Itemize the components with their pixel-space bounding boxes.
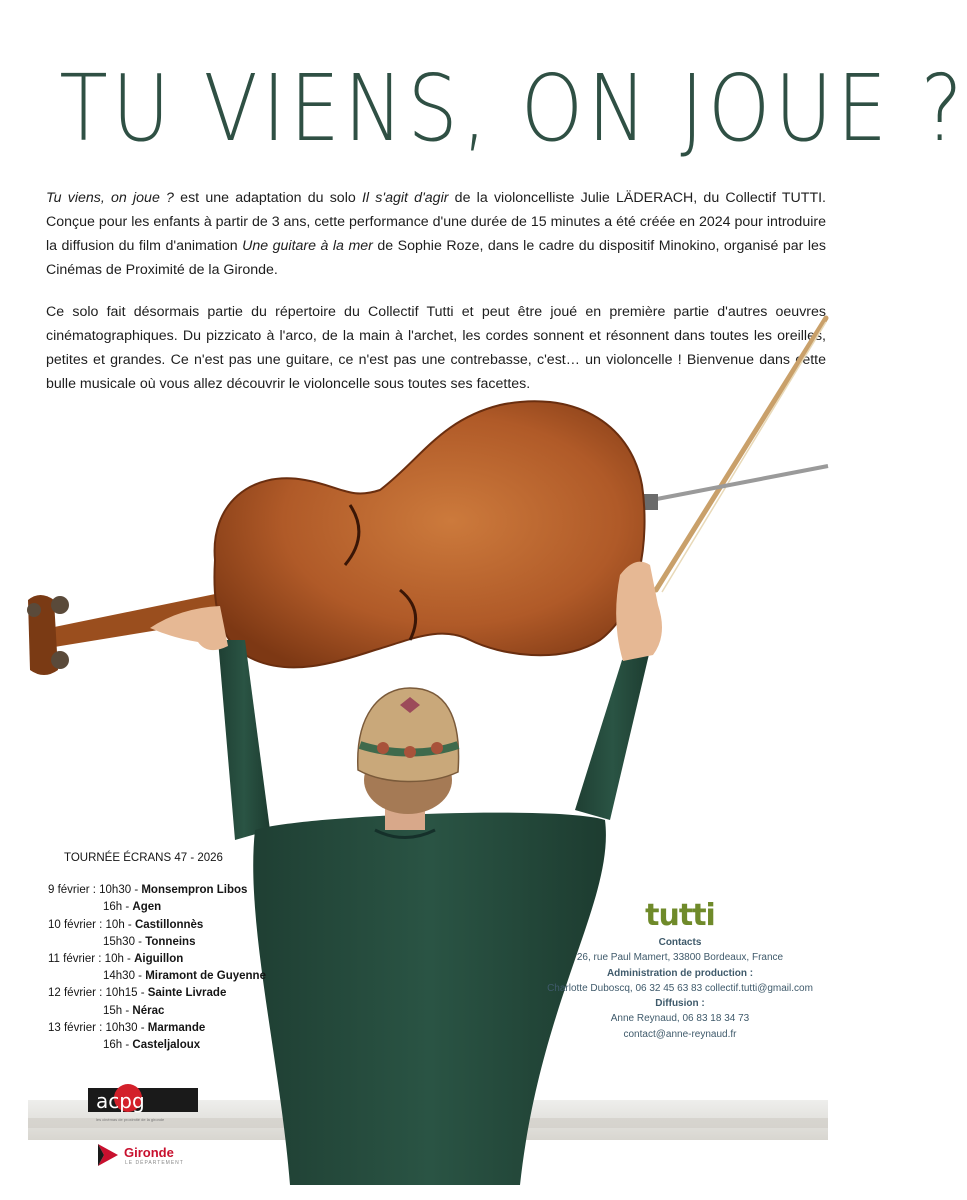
contact-block bbox=[520, 900, 840, 1042]
bow-stick bbox=[656, 318, 826, 590]
tour-time: 15h - bbox=[103, 1004, 133, 1017]
tour-time: 10h - bbox=[105, 918, 135, 931]
tour-date-row bbox=[48, 1020, 308, 1037]
tour-venue: Tonneins bbox=[145, 935, 196, 948]
admin-contact: Charlotte Duboscq, 06 32 45 63 83 collectif.tutti@gmail.com bbox=[547, 982, 813, 994]
contacts-heading: Contacts bbox=[658, 937, 702, 948]
tour-date-row bbox=[48, 899, 308, 916]
tour-venue: Aiguillon bbox=[134, 953, 184, 966]
tour-time: 10h - bbox=[104, 953, 135, 966]
admin-label bbox=[520, 966, 840, 981]
intro-text-part: de Sophie Roze, dans le cadre du dispositif Minokino, organisé par les Cinémas de Proximité de la Gironde. bbox=[46, 238, 826, 278]
acpg-logo-text bbox=[96, 1089, 145, 1113]
tour-title: TOURNÉE ÉCRANS 47 - 2026 bbox=[64, 852, 223, 864]
gironde-logo-mark bbox=[96, 1142, 120, 1168]
tour-time: 10h15 - bbox=[105, 987, 148, 1000]
hat-pattern bbox=[404, 746, 416, 758]
tour-time: 14h30 - bbox=[103, 970, 146, 983]
tour-venue: Marmande bbox=[147, 1021, 206, 1034]
tour-date-row bbox=[48, 968, 308, 985]
gironde-subtitle: LE DÉPARTEMENT bbox=[125, 1160, 184, 1166]
tour-dates bbox=[48, 882, 308, 1054]
tour-date-row bbox=[48, 1037, 308, 1054]
diffusion-heading: Diffusion : bbox=[655, 998, 705, 1010]
tour-time: 16h - bbox=[103, 1039, 133, 1052]
tour-schedule bbox=[48, 850, 308, 1054]
tour-date: 13 février : bbox=[48, 1021, 106, 1034]
tour-date: 10 février : bbox=[48, 918, 106, 931]
tour-date-row bbox=[48, 1003, 308, 1020]
tour-date-row bbox=[48, 917, 308, 934]
contact-address: 26, rue Paul Mamert, 33800 Bordeaux, France bbox=[576, 952, 784, 964]
tour-venue: Sainte Livrade bbox=[147, 987, 227, 1000]
hat-pattern bbox=[377, 742, 389, 754]
tour-date-row bbox=[48, 951, 308, 968]
diffusion-label bbox=[520, 996, 840, 1011]
tour-venue: Nérac bbox=[132, 1004, 165, 1017]
bow-hair bbox=[662, 322, 826, 592]
tour-venue: Casteljaloux bbox=[132, 1039, 201, 1052]
acpg-tagline: les cinémas de proximité de la gironde bbox=[96, 1117, 165, 1122]
gironde-logo-text: Gironde bbox=[124, 1145, 174, 1160]
tour-date-row bbox=[48, 934, 308, 951]
hat-pattern bbox=[431, 742, 443, 754]
diffusion-name: Anne Reynaud, 06 83 18 34 73 bbox=[610, 1013, 750, 1025]
intro-text-part: est une adaptation du solo bbox=[173, 190, 362, 206]
intro-paragraph-2: Ce solo fait désormais partie du répertoire du Collectif Tutti et peut être joué en première partie d'autres oeuvres cinématographiques. Du pizzicato à l'arco, de la main à l'archet, les cordes sonnent et résonnent dans toutes les oreilles, petites et grandes. Ce n'est pas une guitare, ce n'est pas une contrebasse, c'est… un violoncelle ! Bienvenue dans cette bulle musicale où vous allez découvrir le violoncelle sous toutes ses facettes. bbox=[46, 304, 826, 392]
contacts-label bbox=[520, 935, 840, 950]
tuning-peg bbox=[27, 603, 41, 617]
cello-body bbox=[214, 401, 644, 667]
tour-date-row bbox=[48, 985, 308, 1002]
tour-date-row bbox=[48, 882, 308, 899]
acpg-logo bbox=[88, 1082, 198, 1116]
tour-venue: Castillonnès bbox=[134, 918, 204, 931]
right-arm bbox=[575, 650, 650, 820]
tour-time: 15h30 - bbox=[103, 935, 146, 948]
tour-time: 16h - bbox=[103, 901, 133, 914]
diffusion-email: contact@anne-reynaud.fr bbox=[623, 1028, 737, 1040]
show-title-italic: Tu viens, on joue ? bbox=[46, 190, 174, 206]
solo-title-italic: Il s'agit d'agir bbox=[361, 190, 449, 206]
intro-text-part: de la violoncelliste Julie LÄDERACH, du Collectif TUTTI. Conçue pour les enfants à partir de 3 ans, cette performance d'une durée de 15 minutes a été créée en 2024 pour introduire la diffusion du film d'animation bbox=[46, 190, 826, 254]
tour-time: 10h30 - bbox=[105, 1021, 148, 1034]
right-hand bbox=[616, 562, 662, 661]
tour-time: 10h30 - bbox=[99, 884, 142, 897]
tour-date: 9 février : bbox=[48, 884, 100, 897]
acpg-letters: acpg bbox=[96, 1089, 145, 1113]
admin-heading: Administration de production : bbox=[606, 967, 754, 979]
tour-venue: Monsempron Libos bbox=[141, 884, 248, 897]
tutti-logo: tutti bbox=[645, 898, 715, 933]
tour-venue: Agen bbox=[132, 901, 162, 914]
tour-date: 11 février : bbox=[48, 953, 105, 966]
film-title-italic: Une guitare à la mer bbox=[242, 238, 373, 254]
page-title: TU VIENS, ON JOUE ? bbox=[59, 55, 967, 162]
left-arm bbox=[218, 640, 270, 840]
tuning-peg bbox=[51, 596, 69, 614]
tour-date: 12 février : bbox=[48, 987, 106, 1000]
tour-venue: Miramont de Guyenne bbox=[145, 970, 266, 983]
tuning-peg bbox=[51, 651, 69, 669]
